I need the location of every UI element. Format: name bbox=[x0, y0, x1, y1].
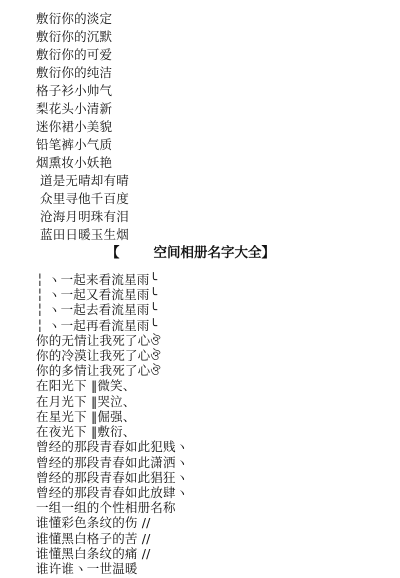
text-line: 你的多情让我死了心ঔ bbox=[36, 363, 161, 378]
text-line: 烟熏妆小妖艳 bbox=[36, 155, 113, 170]
text-line: 敷衍你的沉默 bbox=[36, 29, 113, 44]
text-line: 曾经的那段青春如此犯贱ヽ bbox=[36, 439, 189, 454]
text-line: 梨花头小清新 bbox=[36, 101, 113, 116]
text-line: 你的无情让我死了心ঔ bbox=[36, 333, 161, 348]
text-line: 铅笔裤小气质 bbox=[36, 137, 113, 152]
text-line: 蓝田日暖玉生烟 bbox=[40, 227, 129, 242]
text-line: 道是无晴却有晴 bbox=[40, 173, 129, 188]
section-heading bbox=[106, 244, 275, 262]
text-line: ╎ ヽ一起去看流星雨╰ bbox=[36, 302, 158, 317]
text-line: 谁懂黑白条纹的痛 // bbox=[36, 546, 151, 561]
text-line: 曾经的那段青春如此潇洒ヽ bbox=[36, 455, 189, 470]
text-line: 格子衫小帅气 bbox=[36, 83, 113, 98]
text-line: ╎ ヽ一起又看流星雨╰ bbox=[36, 287, 158, 302]
text-line: ╎ ヽ一起来看流星雨╰ bbox=[36, 272, 158, 287]
text-line: 在夜光下 ‖敷衍、 bbox=[36, 424, 136, 439]
heading-bracket: 【 bbox=[106, 245, 120, 261]
text-line: 众里寻他千百度 bbox=[40, 191, 129, 206]
text-line: 迷你裙小美貌 bbox=[36, 119, 113, 134]
heading-text: 空间相册名字大全】 bbox=[153, 245, 275, 261]
text-line: 你的冷漠让我死了心ঔ bbox=[36, 348, 161, 363]
text-line: ╎ ヽ一起再看流星雨╰ bbox=[36, 318, 158, 333]
text-line: 谁许谁ヽ一世温暖 bbox=[36, 561, 138, 576]
text-line: 谁懂彩色条纹的伤 // bbox=[36, 515, 151, 530]
text-line: 敷衍你的纯洁 bbox=[36, 65, 113, 80]
text-line: 一组一组的个性相册名称 bbox=[36, 500, 176, 515]
text-line: 在月光下 ‖哭泣、 bbox=[36, 394, 136, 409]
text-line: 沧海月明珠有泪 bbox=[40, 209, 129, 224]
text-line: 敷衍你的淡定 bbox=[36, 11, 113, 26]
text-line: 在星光下 ‖倔强、 bbox=[36, 409, 136, 424]
text-line: 敷衍你的可爱 bbox=[36, 47, 113, 62]
text-line: 曾经的那段青春如此放肆ヽ bbox=[36, 485, 189, 500]
text-line: 谁懂黑白格子的苦 // bbox=[36, 531, 151, 546]
text-line: 在阳光下 ‖微笑、 bbox=[36, 378, 136, 393]
text-line: 曾经的那段青春如此猖狂ヽ bbox=[36, 470, 189, 485]
